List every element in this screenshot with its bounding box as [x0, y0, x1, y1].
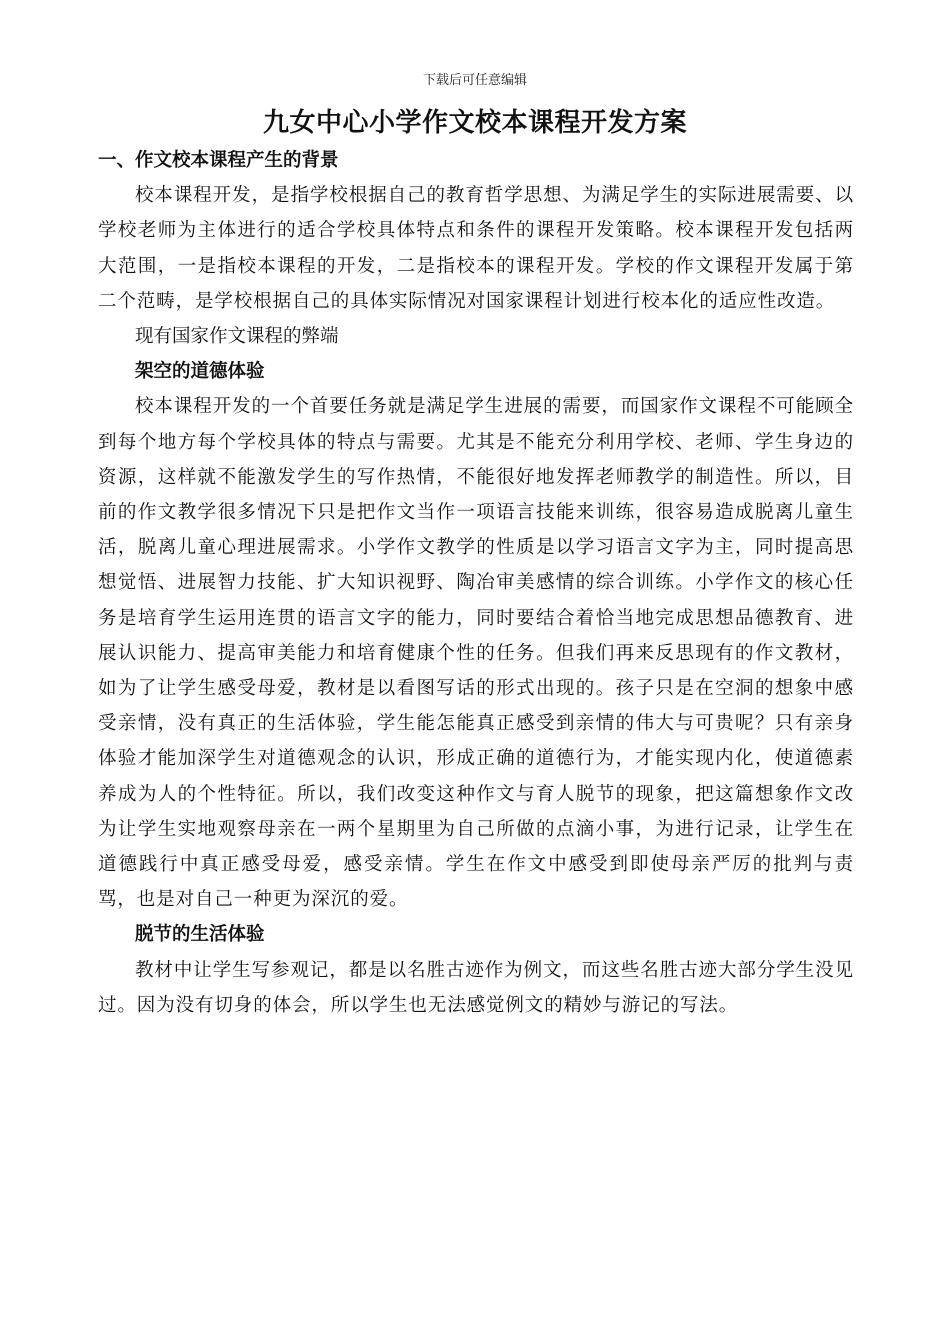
header-note: 下载后可任意编辑 — [422, 73, 527, 88]
subheading-moral-experience: 架空的道德体验 — [135, 361, 265, 383]
section-heading-background: 一、作文校本课程产生的背景 — [98, 150, 339, 171]
document-title: 九女中心小学作文校本课程开发方案 — [262, 108, 687, 138]
paragraph-definition: 校本课程开发，是指学校根据自己的教育哲学思想、为满足学生的实际进展需要、以学校老师为主体进行的适合学校具体特点和条件的课程开发策略。校本课程开发包括两大范围，一是指校本课程的开发，二是指校本的课程开发。学校的作文课程开发属于第二个范畴，是学校根据自己的具体实际情况对国家课程计划进行校本化的适应性改造。 — [98, 185, 854, 312]
paragraph-drawbacks-intro: 现有国家作文课程的弊端 — [135, 326, 339, 348]
paragraph-moral-experience: 校本课程开发的一个首要任务就是满足学生进展的需要，而国家作文课程不可能顾全到每个地方每个学校具体的特点与需要。尤其是不能充分利用学校、老师、学生身边的资源，这样就不能激发学生的写作热情，不能很好地发挥老师教学的制造性。所以，目前的作文教学很多情况下只是把作文当作一项语言技能来训练，很容易造成脱离儿童生活，脱离儿童心理进展需求。小学作文教学的性质是以学习语言文字为主，同时提高思想觉悟、进展智力技能、扩大知识视野、陶冶审美感情的综合训练。小学作文的核心任务是培育学生运用连贯的语言文字的能力，同时要结合着恰当地完成思想品德教育、进展认识能力、提高审美能力和培育健康个性的任务。但我们再来反思现有的作文教材，如为了让学生感受母爱，教材是以看图写话的形式出现的。孩子只是在空洞的想象中感受亲情，没有真正的生活体验，学生能怎能真正感受到亲情的伟大与可贵呢？只有亲身体验才能加深学生对道德观念的认识，形成正确的道德行为，才能实现内化，使道德素养成为人的个性特征。所以，我们改变这种作文与育人脱节的现象，把这篇想象作文改为让学生实地观察母亲在一两个星期里为自己所做的点滴小事，为进行记录，让学生在道德践行中真正感受母爱，感受亲情。学生在作文中感受到即使母亲严厉的批判与责骂，也是对自己一种更为深沉的爱。 — [98, 396, 854, 911]
subheading-life-experience: 脱节的生活体验 — [135, 924, 265, 946]
paragraph-life-experience: 教材中让学生写参观记，都是以名胜古迹作为例文，而这些名胜古迹大部分学生没见过。因为没有切身的体会，所以学生也无法感觉例文的精妙与游记的写法。 — [98, 959, 854, 1016]
document-body — [98, 143, 854, 1023]
